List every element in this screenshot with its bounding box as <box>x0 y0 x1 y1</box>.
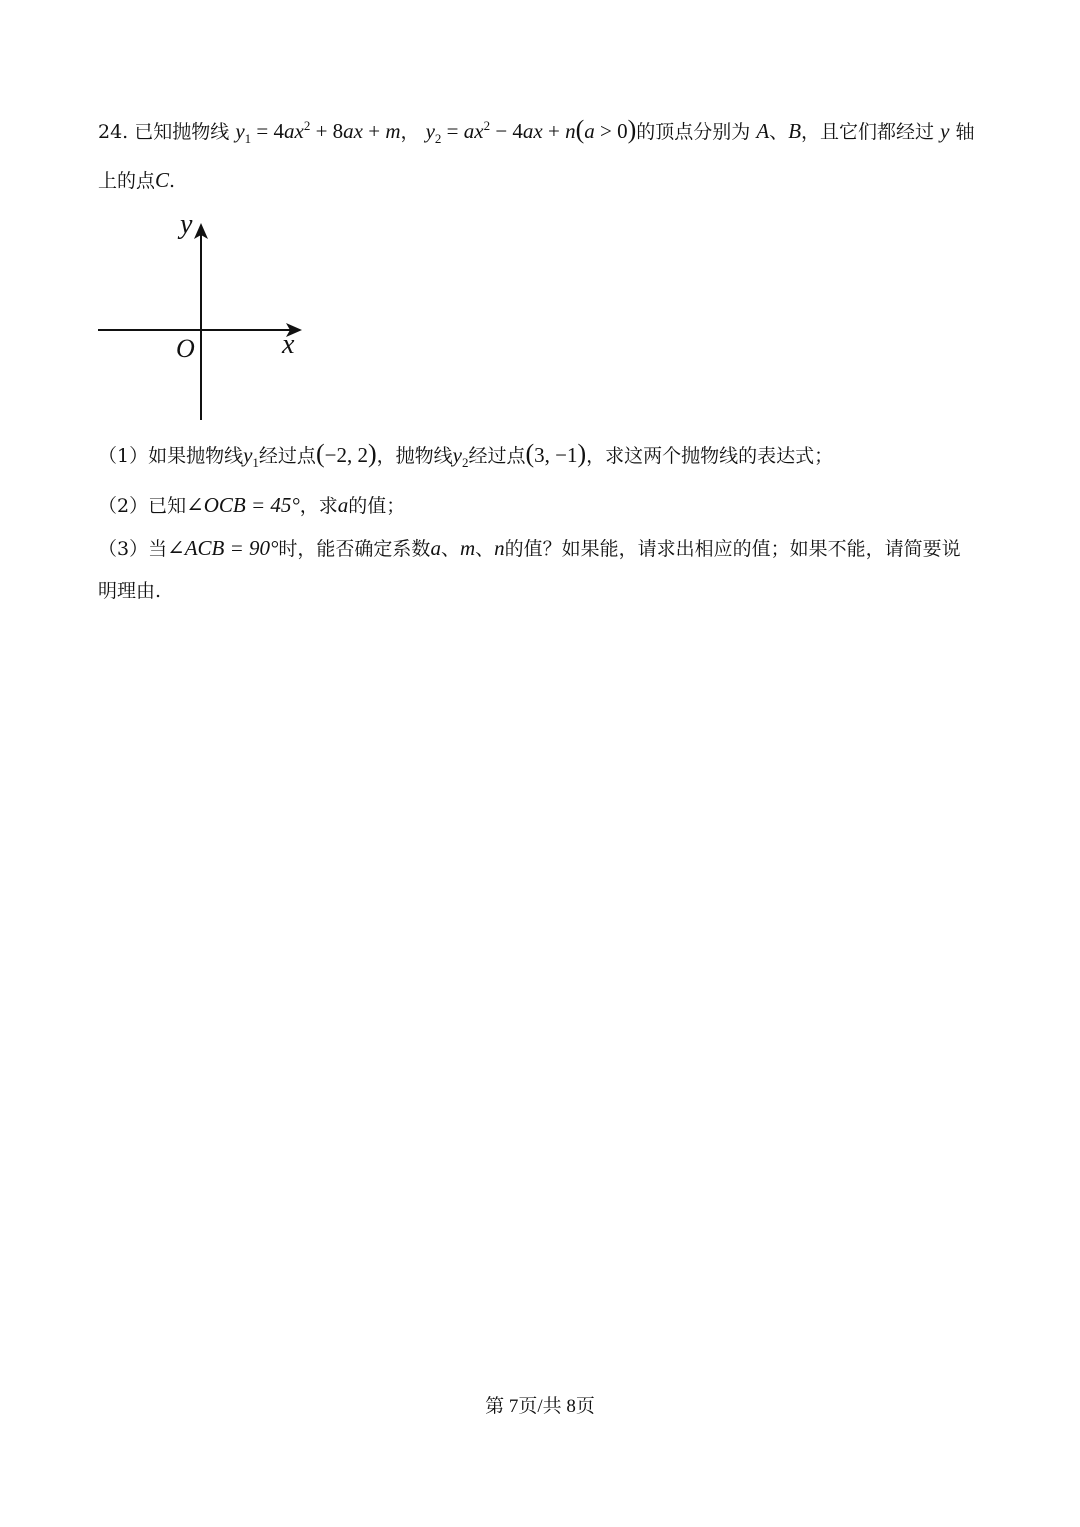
part-3-line-2 <box>98 577 161 605</box>
part-1 <box>98 440 833 470</box>
part-1-text-2: ，抛物线 <box>376 445 453 467</box>
part-1-text: 经过点 <box>258 445 316 467</box>
coordinate-axes-figure <box>90 205 320 425</box>
angle-acb: ∠ACB = 90° <box>167 536 279 560</box>
page-footer: 第 7页/共 8页 <box>485 1396 595 1417</box>
enumeration-mark: 、 <box>475 538 495 560</box>
part-3 <box>98 534 961 563</box>
part-2-label: （2）已知 <box>98 495 187 517</box>
parabola-2-equation: $y_2 = ax^2 - 4ax + n(a > 0)$ <box>425 115 637 147</box>
y2-symbol: $y_2$ <box>452 443 469 471</box>
enumeration-mark: 、 <box>440 538 460 560</box>
question-stem-line-1 <box>98 116 974 146</box>
part-3-text-2: 的值？如果能，请求出相应的值；如果不能，请简要说 <box>504 538 961 560</box>
part-1-text-4: ，求这两个抛物线的表达式； <box>586 445 834 467</box>
question-number: 24. <box>98 121 129 143</box>
vertex-b-label: B <box>788 119 802 143</box>
stem-period: . <box>169 170 176 192</box>
part-3-text-3: 明理由. <box>98 580 162 602</box>
question-stem-line-2 <box>98 166 175 195</box>
y-axis-symbol: y <box>940 119 950 143</box>
y-axis-label: y <box>180 209 193 240</box>
stem-line2-text: 上的点 <box>98 170 156 192</box>
vertex-a-label: A <box>756 119 770 143</box>
a-symbol: a <box>430 536 441 560</box>
part-1-label: （1）如果抛物线 <box>98 445 244 467</box>
point-1: (−2, 2) <box>315 439 377 468</box>
part-2-text: ，求 <box>299 495 338 517</box>
part-2 <box>98 491 405 520</box>
n-symbol: n <box>494 536 505 560</box>
point-c-label: C <box>155 168 170 192</box>
part-3-label: （3）当 <box>98 538 168 560</box>
stem-tail-text: ，且它们都经过 <box>801 121 935 143</box>
separator-comma: ， <box>400 121 420 143</box>
stem-end-text: 轴 <box>955 121 975 143</box>
stem-intro-text: 已知抛物线 <box>134 121 230 143</box>
point-2: (3, −1) <box>525 439 587 468</box>
x-axis-label: x <box>282 329 295 360</box>
y1-symbol: $y_1$ <box>243 443 259 471</box>
part-1-text-3: 经过点 <box>468 445 526 467</box>
origin-label: O <box>176 334 195 363</box>
enumeration-mark: 、 <box>769 121 789 143</box>
part-3-text: 时，能否确定系数 <box>278 538 431 560</box>
part-2-text-2: 的值； <box>348 495 406 517</box>
m-symbol: m <box>459 536 476 560</box>
angle-ocb: ∠OCB = 45° <box>186 493 300 517</box>
parabola-1-equation: $y_1 = 4ax^2 + 8ax + m$ <box>235 118 401 147</box>
a-symbol: a <box>337 493 349 517</box>
stem-mid-text: 的顶点分别为 <box>636 121 751 143</box>
